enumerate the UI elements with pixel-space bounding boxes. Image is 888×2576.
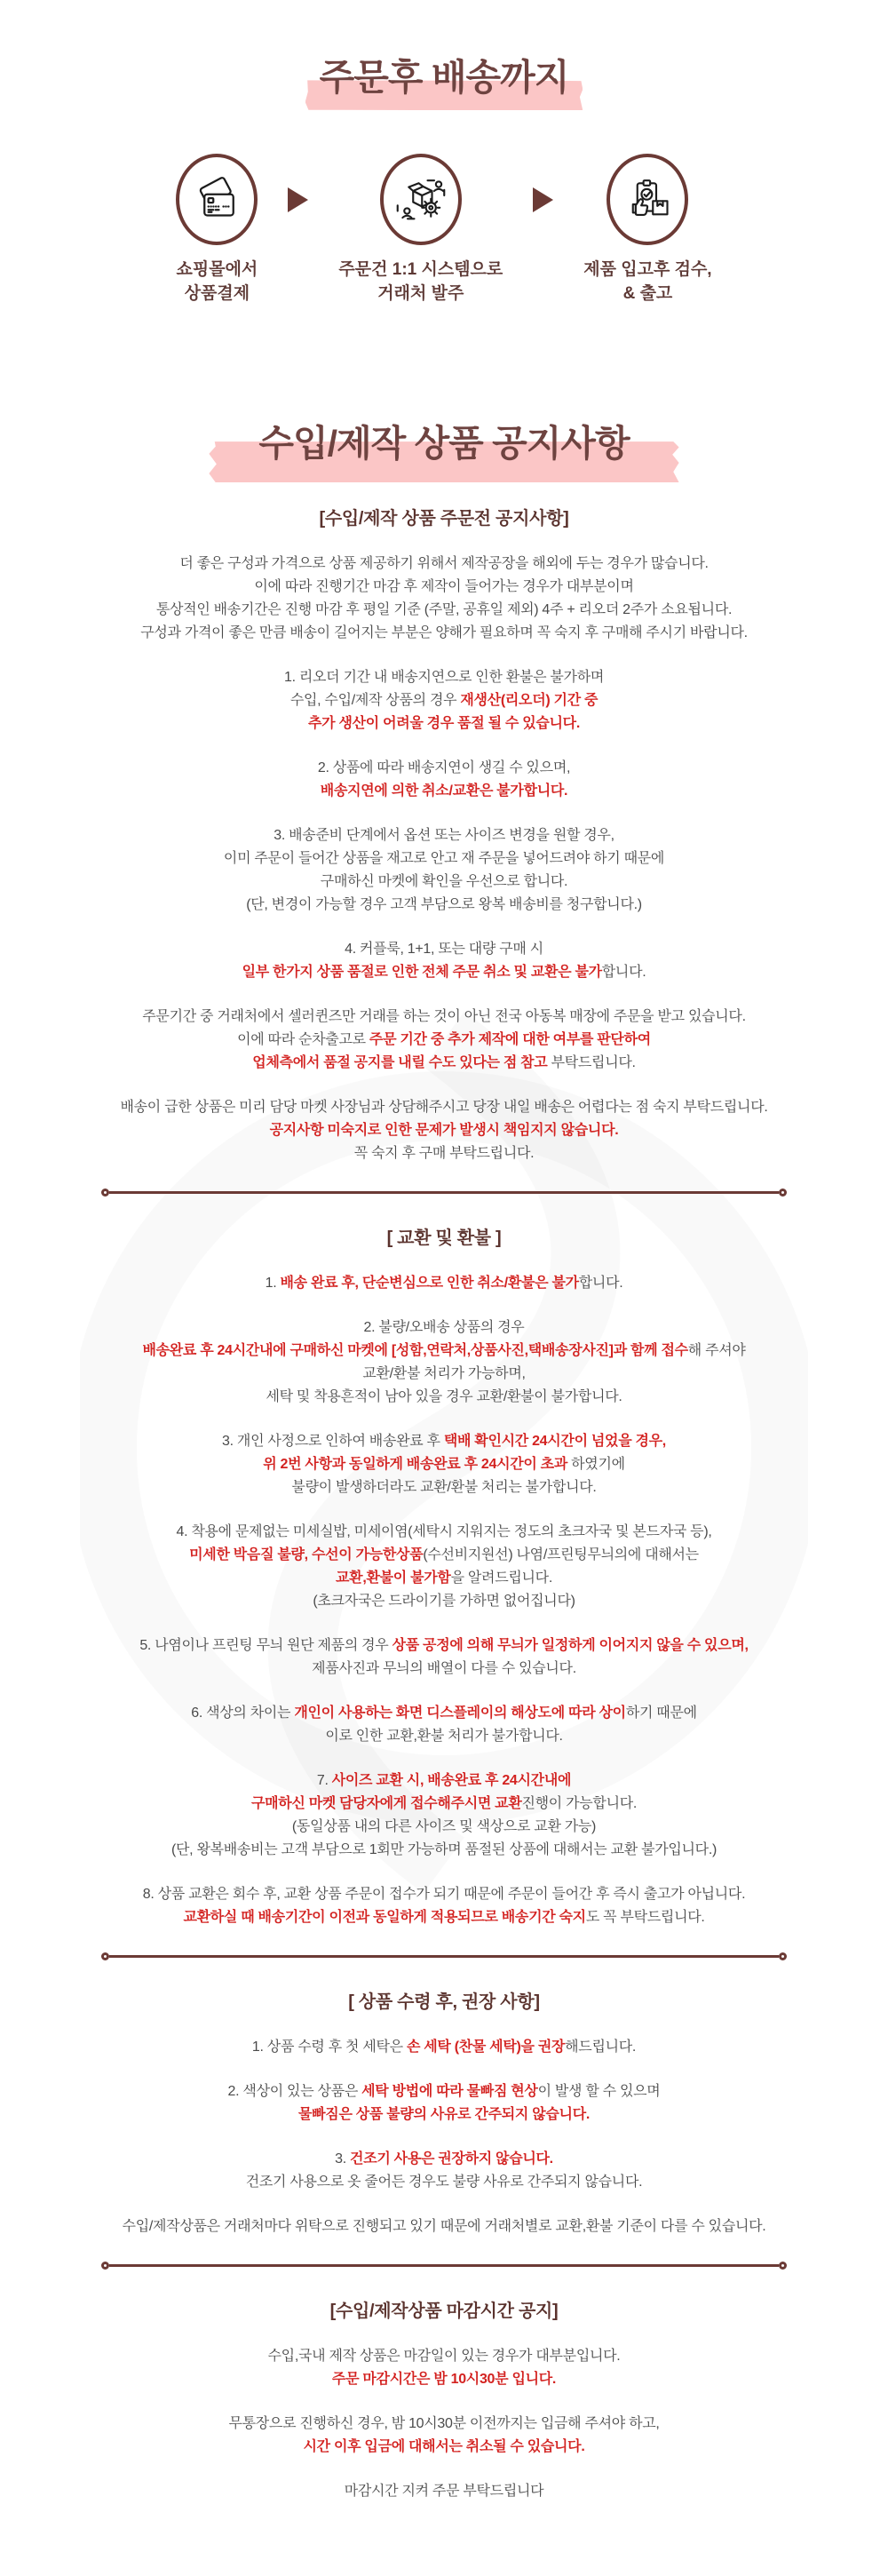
divider-ring <box>779 2262 787 2270</box>
divider-ring <box>101 2262 109 2270</box>
notice-line: 이에 따라 순차출고로 주문 기간 중 추가 제작에 대한 여부를 판단하여 <box>237 1032 651 1048</box>
notice-line: 이에 따라 진행기간 마감 후 제작이 들어가는 경우가 대부분이며 <box>254 579 634 595</box>
notice-line: 무통장으로 진행하신 경우, 밤 10시30분 이전까지는 입금해 주셔야 하고, <box>228 2416 660 2432</box>
notice-line: (단, 왕복배송비는 고객 부담으로 1회만 가능하며 품절된 상품에 대해서는 교환 불가입니다.) <box>170 1842 718 1858</box>
step-label-line: & 출고 <box>622 283 673 303</box>
notice-paragraph <box>0 757 888 803</box>
notice-line: 구매하신 마켓에 확인을 우선으로 합니다. <box>320 874 568 890</box>
notice-line: 물빠짐은 상품 불량의 사유로 간주되지 않습니다. <box>298 2107 590 2123</box>
notice-line: 2. 불량/오배송 상품의 경우 <box>363 1320 525 1336</box>
notice-paragraph <box>0 824 888 917</box>
notice-paragraph <box>0 2148 888 2194</box>
section-header-pre-order-notice: [수입/제작 상품 주문전 공지사항] <box>319 509 569 529</box>
notice-line: 4. 착용에 문제없는 미세실밥, 미세이염(세탁시 지워지는 정도의 초크자국 및 본드자국 등), <box>176 1524 712 1540</box>
notice-line: 제품사진과 무늬의 배열이 다를 수 있습니다. <box>312 1661 576 1677</box>
notice-paragraph <box>0 1316 888 1409</box>
notice-paragraph <box>0 938 888 984</box>
notice-line: 3. 개인 사정으로 인하여 배송완료 후 택배 확인시간 24시간이 넘었을 경우, <box>222 1434 666 1450</box>
notice-line: 교환,환불이 불가함을 알려드립니다. <box>336 1570 552 1586</box>
notice-line: 마감시간 지켜 주문 부탁드립니다 <box>344 2484 544 2500</box>
notice-line: 7. 사이즈 교환 시, 배송완료 후 24시간내에 <box>316 1773 572 1789</box>
notice-line: 8. 상품 교환은 회수 후, 교환 상품 주문이 접수가 되기 때문에 주문이 들어간 후 즉시 출고가 아닙니다. <box>142 1887 746 1903</box>
notice-paragraph <box>0 1006 888 1075</box>
section-header-order-deadline-notice: [수입/제작상품 마감시간 공지] <box>329 2302 559 2322</box>
step-label-line: 주문건 1:1 시스템으로 <box>338 260 503 280</box>
notice-title-wrap <box>0 423 888 465</box>
notice-paragraph <box>0 1634 888 1681</box>
divider-line <box>109 1191 779 1194</box>
notice-line: 시간 이후 입금에 대해서는 취소될 수 있습니다. <box>303 2439 585 2455</box>
notice-line: 건조기 사용으로 옷 줄어든 경우도 불량 사유로 간주되지 않습니다. <box>245 2174 643 2190</box>
inspection-shipping-icon <box>607 154 688 245</box>
notice-paragraph <box>0 2080 888 2127</box>
section-divider <box>101 1189 787 1197</box>
notice-paragraph <box>0 1430 888 1499</box>
arrow-right-icon <box>288 187 308 212</box>
notice-line: 1. 리오더 기간 내 배송지연으로 인한 환불은 불가하며 <box>283 670 605 686</box>
notice-line: 불량이 발생하더라도 교환/환불 처리는 불가합니다. <box>291 1480 597 1496</box>
notice-paragraph <box>0 2036 888 2059</box>
step-order-system <box>338 154 503 306</box>
notice-line: 꼭 숙지 후 구매 부탁드립니다. <box>353 1146 535 1162</box>
notice-paragraph <box>0 1096 888 1165</box>
notice-line: 2. 상품에 따라 배송지연이 생길 수 있으며, <box>317 760 571 776</box>
divider-line <box>109 1955 779 1958</box>
arrow-right-icon <box>533 187 553 212</box>
notice-title-text: 수입/제작 상품 공지사항 <box>258 423 630 465</box>
notice-title <box>258 423 629 465</box>
notice-line: (초크자국은 드라이기를 가하면 없어집니다) <box>313 1594 575 1610</box>
order-system-icon <box>380 154 462 245</box>
step-label-line: 쇼핑몰에서 <box>176 260 258 280</box>
notice-paragraph <box>0 666 888 735</box>
notice-sections <box>0 504 888 2503</box>
credit-card-icon <box>176 154 258 245</box>
notice-line: 6. 색상의 차이는 개인이 사용하는 화면 디스플레이의 해상도에 따라 상이하기 때문에 <box>191 1705 697 1721</box>
notice-line: 3. 건조기 사용은 권장하지 않습니다. <box>335 2151 553 2167</box>
notice-paragraph <box>0 1521 888 1613</box>
step-inspection-label <box>583 258 711 306</box>
notice-line: 4. 커플룩, 1+1, 또는 대량 구매 시 <box>345 942 543 958</box>
notice-line: 3. 배송준비 단계에서 옵션 또는 사이즈 변경을 원할 경우, <box>274 828 614 844</box>
notice-line: 배송이 급한 상품은 미리 담당 마켓 사장님과 상담해주시고 당장 내일 배송은 어렵다는 점 숙지 부탁드립니다. <box>120 1100 768 1116</box>
notice-line: 배송지연에 의한 취소/교환은 불가합니다. <box>320 783 568 799</box>
notice-paragraph <box>0 1272 888 1295</box>
step-payment-label <box>177 258 258 306</box>
step-label-line: 제품 입고후 검수, <box>583 260 712 280</box>
notice-line: 주문기간 중 거래처에서 셀러퀸즈만 거래를 하는 것이 아닌 전국 아동복 매장에 주문을 받고 있습니다. <box>142 1009 746 1025</box>
notice-paragraph <box>0 1702 888 1748</box>
notice-line: 더 좋은 구성과 가격으로 상품 제공하기 위해서 제작공장을 해외에 두는 경우가 많습니다. <box>179 556 709 572</box>
divider-line <box>109 2264 779 2267</box>
section-header-after-receipt-recommendations: [ 상품 수령 후, 권장 사항] <box>348 1992 540 2013</box>
step-inspection <box>583 154 711 306</box>
notice-line: 이로 인한 교환,환불 처리가 불가합니다. <box>325 1729 563 1745</box>
notice-line: 배송완료 후 24시간내에 구매하신 마켓에 [성함,연락처,상품사진,택배송장사진]과 함께 접수해 주셔야 <box>142 1343 746 1359</box>
notice-line: 교환/환불 처리가 가능하며, <box>362 1366 526 1382</box>
notice-line: 수입,국내 제작 상품은 마감일이 있는 경우가 대부분입니다. <box>267 2349 621 2365</box>
notice-line: 구성과 가격이 좋은 만큼 배송이 길어지는 부분은 양해가 필요하며 꼭 숙지 후 구매해 주시기 바랍니다. <box>140 625 748 641</box>
divider-ring <box>101 1189 109 1197</box>
notice-line: 추가 생산이 어려울 경우 품절 될 수 있습니다. <box>308 716 580 732</box>
notice-paragraph <box>0 1769 888 1862</box>
notice-line: 통상적인 배송기간은 진행 마감 후 평일 기준 (주말, 공휴일 제외) 4주 + 리오더 2주가 소요됩니다. <box>155 602 733 618</box>
notice-paragraph <box>0 2480 888 2503</box>
notice-line: 세탁 및 착용흔적이 남아 있을 경우 교환/환불이 불가합니다. <box>266 1389 622 1405</box>
order-process-steps <box>0 154 888 306</box>
notice-line: 미세한 박음질 불량, 수선이 가능한상품(수선비지원선) 나염/프린팅무늬의에 대해서는 <box>189 1547 699 1563</box>
notice-line: 2. 색상이 있는 상품은 세탁 방법에 따라 물빠짐 현상이 발생 할 수 있으며 <box>227 2084 661 2100</box>
notice-line: 구매하신 마켓 담당자에게 접수해주시면 교환진행이 가능합니다. <box>250 1796 638 1812</box>
page-title-text: 주문후 배송까지 <box>319 57 569 98</box>
section-divider <box>101 1952 787 1960</box>
step-label-line: 거래처 발주 <box>377 283 464 303</box>
notice-paragraph <box>0 553 888 645</box>
step-label-line: 상품결제 <box>184 283 250 303</box>
notice-line: 주문 마감시간은 밤 10시30분 입니다. <box>331 2372 557 2388</box>
divider-ring <box>779 1952 787 1960</box>
notice-line: 1. 배송 완료 후, 단순변심으로 인한 취소/환불은 불가합니다. <box>265 1276 623 1292</box>
notice-line: 이미 주문이 들어간 상품을 재고로 안고 재 주문을 넣어드려야 하기 때문에 <box>223 851 665 867</box>
notice-line: 5. 나염이나 프린팅 무늬 원단 제품의 경우 상품 공정에 의해 무늬가 일정하게 이어지지 않을 수 있으며, <box>139 1638 749 1654</box>
divider-ring <box>779 1189 787 1197</box>
notice-paragraph <box>0 2215 888 2238</box>
notice-line: 1. 상품 수령 후 첫 세탁은 손 세탁 (찬물 세탁)을 권장해드립니다. <box>251 2039 637 2055</box>
section-divider <box>101 2262 787 2270</box>
notice-line: (단, 변경이 가능할 경우 고객 부담으로 왕복 배송비를 청구합니다.) <box>246 897 642 913</box>
notice-line: 공지사항 미숙지로 인한 문제가 발생시 책임지지 않습니다. <box>269 1123 619 1139</box>
notice-line: 수입/제작상품은 거래처마다 위탁으로 진행되고 있기 때문에 거래처별로 교환,환불 기준이 다를 수 있습니다. <box>122 2219 766 2235</box>
notice-paragraph <box>0 1883 888 1929</box>
page-title <box>320 57 569 99</box>
section-header-exchange-refund: [ 교환 및 환불 ] <box>386 1228 502 1249</box>
notice-line: 위 2번 사항과 동일하게 배송완료 후 24시간이 초과 하였기에 <box>263 1457 625 1473</box>
notice-line: 수입, 수입/제작 상품의 경우 재생산(리오더) 기간 중 <box>289 693 599 709</box>
notice-line: 교환하실 때 배송기간이 이전과 동일하게 적용되므로 배송기간 숙지도 꼭 부탁드립니다. <box>183 1910 705 1926</box>
step-payment <box>176 154 258 306</box>
divider-ring <box>101 1952 109 1960</box>
notice-line: (동일상품 내의 다른 사이즈 및 색상으로 교환 가능) <box>291 1819 597 1835</box>
notice-line: 일부 한가지 상품 품절로 인한 전체 주문 취소 및 교환은 불가합니다. <box>242 965 646 981</box>
notice-paragraph <box>0 2413 888 2459</box>
hero <box>0 0 888 99</box>
step-order-system-label <box>338 258 503 306</box>
notice-line: 업체측에서 품절 공지를 내릴 수도 있다는 점 참고 부탁드립니다. <box>252 1055 636 1071</box>
notice-paragraph <box>0 2345 888 2391</box>
